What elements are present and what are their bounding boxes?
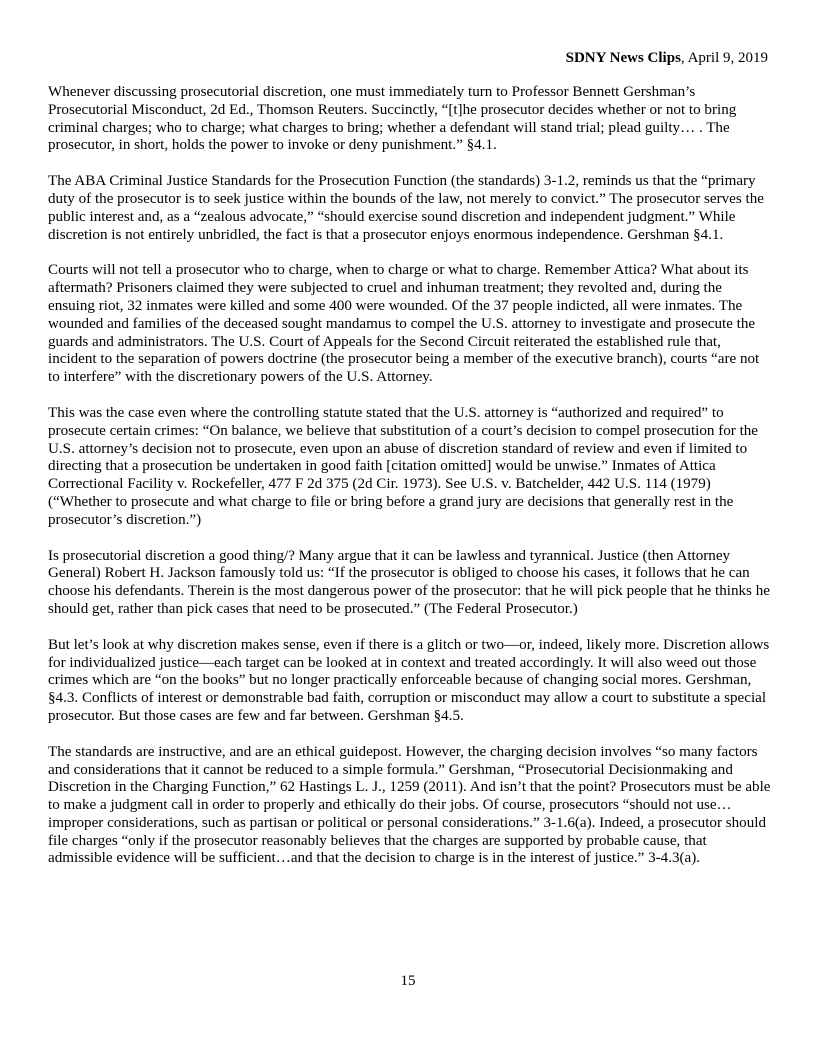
paragraph-6: But let’s look at why discretion makes sense, even if there is a glitch or two—or, indeed, likely more. Discretion allows for individualized justice—each target can be looked at in context and treated accordingly. It will also weed out those crimes which are “on the books” but no longer practically enforceable because of changing social mores. Gershman, §4.3. Conflicts of interest or demonstrable bad faith, corruption or misconduct may allow a court to substitute a special prosecutor. But those cases are few and far between. Gershman §4.5.	[48, 636, 770, 724]
paragraph-1: Whenever discussing prosecutorial discretion, one must immediately turn to Professor Bennett Gershman’s Prosecutorial Misconduct, 2d Ed., Thomson Reuters. Succinctly, “[t]he prosecutor decides whether or not to bring criminal charges; who to charge; what charges to bring; whether a defendant will stand trial; plead guilty… . The prosecutor, in short, holds the power to invoke or deny punishment.” §4.1.	[48, 84, 737, 154]
page-number: 15	[400, 973, 416, 989]
paragraph-2: The ABA Criminal Justice Standards for the Prosecution Function (the standards) 3-1.2, reminds us that the “primary duty of the prosecutor is to seek justice within the bounds of the law, not merely to convict.” The prosecutor serves the public interest and, as a “zealous advocate,” “should exercise sound discretion and independent judgment.” While discretion is not entirely unbridled, the fact is that a prosecutor enjoys enormous independence. Gershman §4.1.	[48, 173, 764, 243]
paragraph-7: The standards are instructive, and are an ethical guidepost. However, the charging decision involves “so many factors and considerations that it cannot be reduced to a simple formula.” Gershman, “Prosecutorial Decisionmaking and Discretion in the Charging Function,” 62 Hastings L. J., 1259 (2011). And isn’t that the point? Prosecutors must be able to make a judgment call in order to properly and ethically do their jobs. Of course, prosecutors “should not use…improper considerations, such as partisan or political or personal considerations.” 3-1.6(a). Indeed, a prosecutor should file charges “only if the prosecutor reasonably believes that the charges are supported by probable cause, that admissible evidence will be sufficient…and that the decision to charge is in the interest of justice.” 3-4.3(a).	[48, 743, 771, 867]
page-header	[566, 49, 768, 67]
paragraph-3: Courts will not tell a prosecutor who to charge, when to charge or what to charge. Remember Attica? What about its aftermath? Prisoners claimed they were subjected to cruel and inhuman treatment; they revolted and, during the ensuing riot, 32 inmates were killed and some 400 were wounded. Of the 37 people indicted, all were inmates. The wounded and families of the deceased sought mandamus to compel the U.S. attorney to investigate and prosecute the guards and administrators. The U.S. Court of Appeals for the Second Circuit reiterated the established rule that, incident to the separation of powers doctrine (the prosecutor being a member of the executive branch), courts “are not to interfere” with the discretionary powers of the U.S. Attorney.	[48, 262, 760, 386]
article-body	[48, 84, 772, 886]
paragraph-5: Is prosecutorial discretion a good thing/? Many argue that it can be lawless and tyrannical. Justice (then Attorney General) Robert H. Jackson famously told us: “If the prosecutor is obliged to choose his cases, it follows that he can choose his defendants. Therein is the most dangerous power of the prosecutor: that he will pick people that he thinks he should get, rather than pick cases that need to be prosecuted.” (The Federal Prosecutor.)	[48, 547, 770, 617]
publication-title: SDNY News Clips	[565, 50, 681, 66]
header-date: , April 9, 2019	[680, 50, 768, 66]
paragraph-4: This was the case even where the controlling statute stated that the U.S. attorney is “authorized and required” to prosecute certain crimes: “On balance, we believe that substitution of a court’s decision to compel prosecution for the U.S. attorney’s decision not to prosecute, even upon an abuse of discretion standard of review and even if limited to directing that a prosecution be undertaken in good faith [citation omitted] would be unwise.” Inmates of Attica Correctional Facility v. Rockefeller, 477 F 2d 375 (2d Cir. 1973). See U.S. v. Batchelder, 442 U.S. 114 (1979) (“Whether to prosecute and what charge to file or bring before a grand jury are decisions that generally rest in the prosecutor’s discretion.”)	[48, 404, 759, 528]
